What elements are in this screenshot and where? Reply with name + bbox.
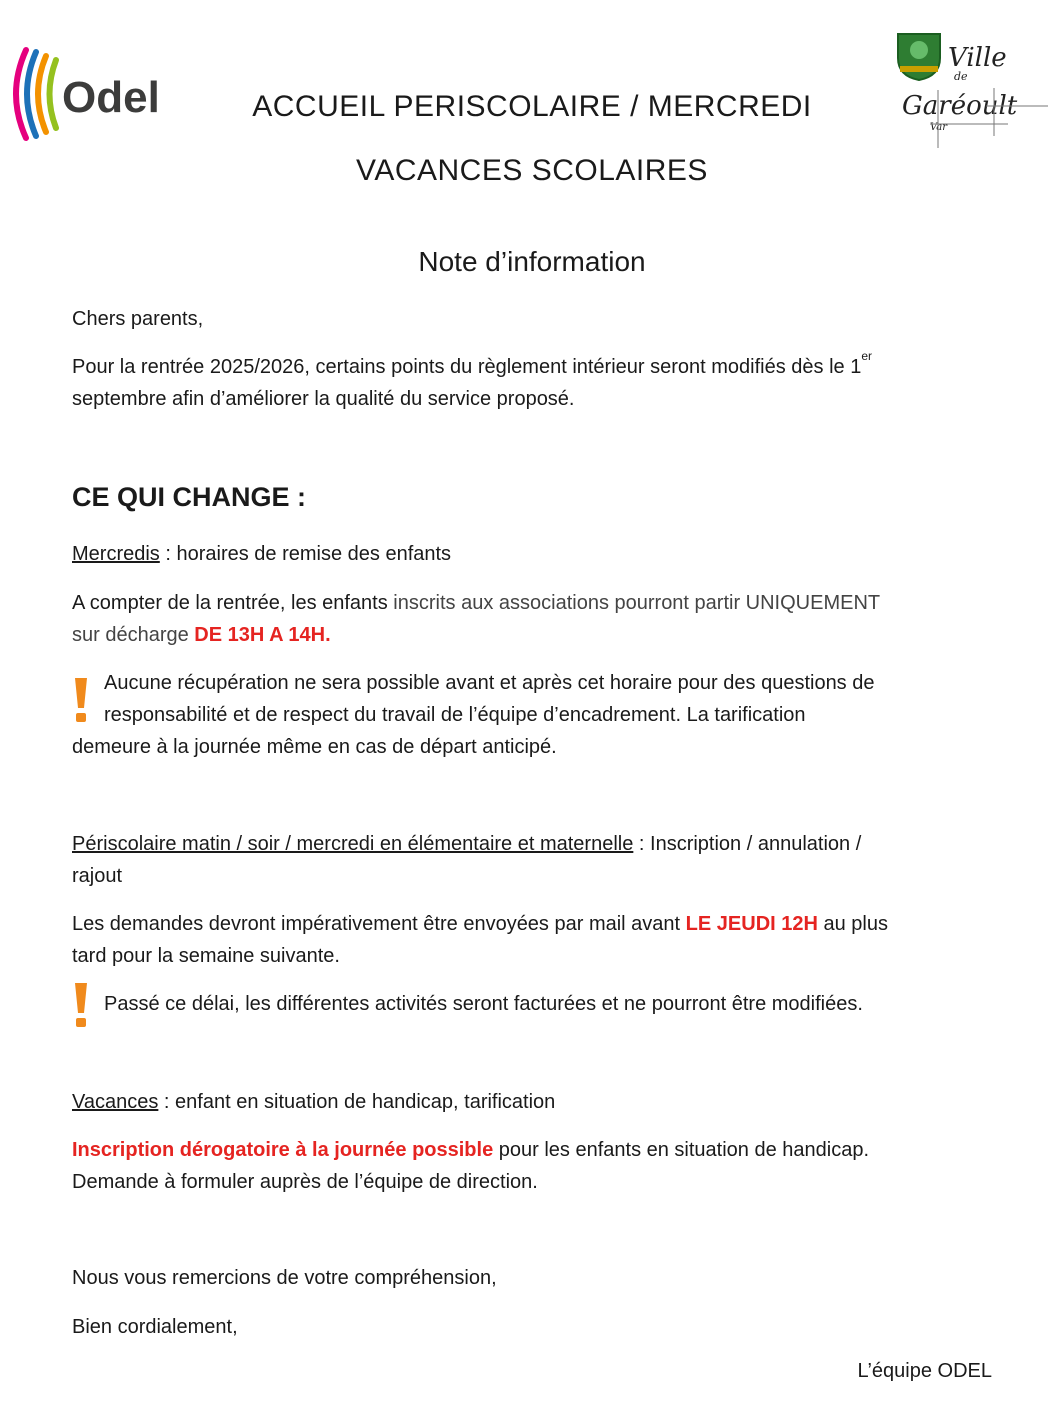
- vacances-subtitle: Vacances : enfant en situation de handicap, tarification: [72, 1091, 556, 1113]
- thanks-text: Nous vous remercions de votre compréhension,: [72, 1267, 497, 1289]
- title-line-2: VACANCES SCOLAIRES: [356, 154, 708, 187]
- greeting: Chers parents,: [72, 308, 204, 330]
- svg-text:de: de: [954, 70, 968, 83]
- periscolaire-warning: Passé ce délai, les différentes activités seront facturées et ne pourront être modifiées.: [104, 993, 863, 1015]
- title-line-1: ACCUEIL PERISCOLAIRE / MERCREDI: [252, 90, 812, 123]
- mercredis-paragraph: A compter de la rentrée, les enfants inscrits aux associations pourront partir UNIQUEMENT sur décharge DE 13H A 14H.: [72, 592, 881, 646]
- periscolaire-subtitle: Périscolaire matin / soir / mercredi en élémentaire et maternelle : Inscription / annulation / rajout: [72, 833, 862, 887]
- svg-text:Odel: Odel: [62, 73, 160, 122]
- signature: L’équipe ODEL: [857, 1360, 992, 1382]
- note-title: Note d’information: [418, 246, 646, 277]
- changes-heading: CE QUI CHANGE :: [72, 482, 307, 512]
- intro-paragraph: Pour la rentrée 2025/2026, certains points du règlement intérieur seront modifiés dès le 1er septembre afin d’améliorer la qualité du service proposé.: [72, 349, 873, 410]
- mercredis-subtitle: Mercredis : horaires de remise des enfants: [72, 543, 452, 565]
- mercredis-warning: Aucune récupération ne sera possible avant et après cet horaire pour des questions de responsabilité et de respect du travail de l’équipe d’encadrement. La tarification demeure à la journée même en cas de départ anticipé.: [72, 672, 875, 758]
- svg-text:Var: Var: [930, 122, 948, 133]
- svg-text:Garéoult: Garéoult: [902, 91, 1018, 121]
- warning-icon: [72, 981, 90, 1029]
- svg-text:Ville: Ville: [948, 43, 1007, 73]
- vacances-paragraph: Inscription dérogatoire à la journée possible pour les enfants en situation de handicap. Demande à formuler auprès de l’équipe de direction.: [72, 1139, 870, 1193]
- periscolaire-paragraph: Les demandes devront impérativement être envoyées par mail avant LE JEUDI 12H au plus tard pour la semaine suivante.: [72, 913, 888, 967]
- regards-text: Bien cordialement,: [72, 1316, 238, 1338]
